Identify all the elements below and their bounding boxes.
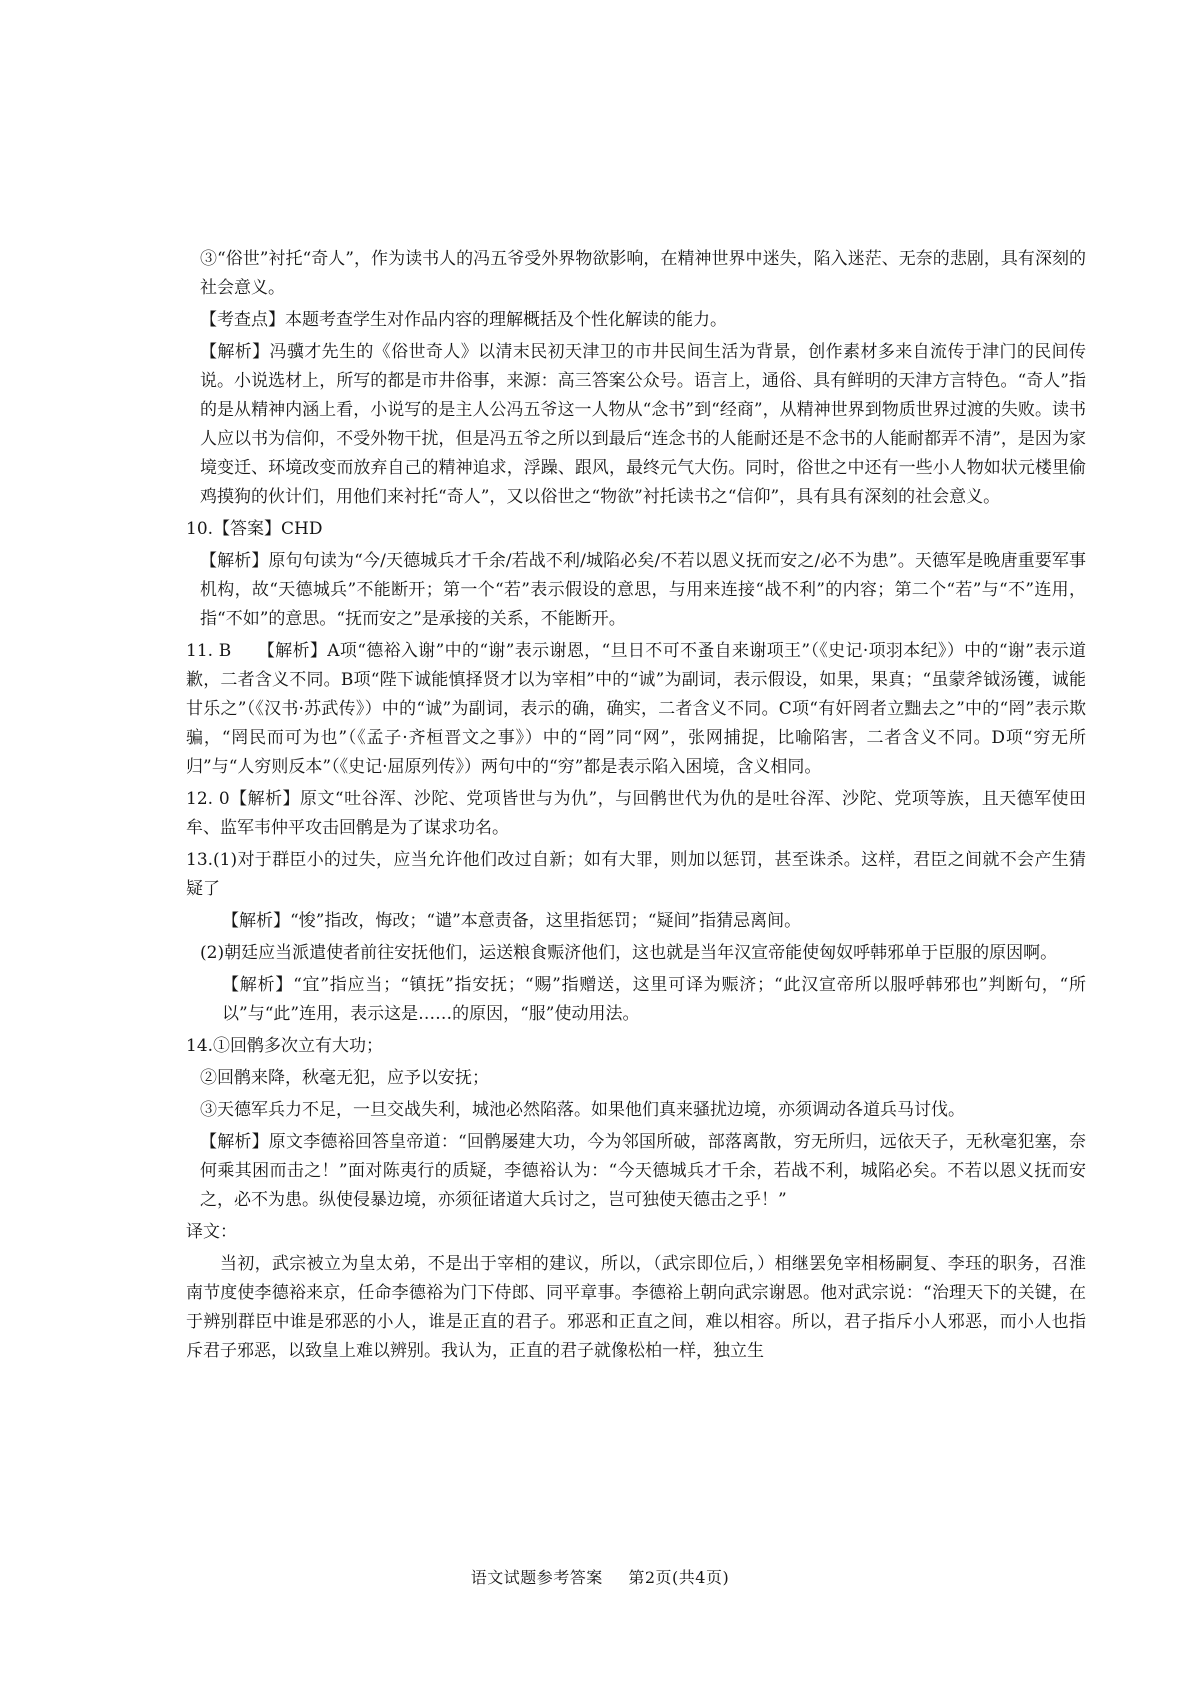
answer-paragraph: 【解析】原文李德裕回答皇帝道：“回鹘屡建大功，今为邻国所破，部落离散，穷无所归，远依天子，无秋毫犯塞，奈何乘其困而击之！”面对陈夷行的质疑，李德裕认为：“今天德城兵才千余，若战不利，城陷必矣。不若以恩义抚而安之，必不为患。纵使侵暴边境，亦须征诸道大兵讨之，岂可独使天德击之乎！” <box>200 1132 1086 1210</box>
answer-paragraph: 【考查点】本题考查学生对作品内容的理解概括及个性化解读的能力。 <box>200 310 727 330</box>
answer-paragraph: 11. B 【解析】A项“德裕入谢”中的“谢”表示谢恩，“旦日不可不蚤自来谢项王”（《史记·项羽本纪》）中的“谢”表示道歉，二者含义不同。B项“陛下诚能慎择贤才以为宰相”中的“诚”为副词，表示假设，如果，果真；“虽蒙斧钺汤镬，诚能甘乐之”（《汉书·苏武传》）中的“诚”为副词，表示的确，确实，二者含义不同。C项“有奸罔者立黜去之”中的“罔”表示欺骗，“罔民而可为也”（《孟子·齐桓晋文之事》）中的“罔”同“网”，张网捕捉，比喻陷害，二者含义不同。D项“穷无所归”与“人穷则反本”（《史记·屈原列传》）两句中的“穷”都是表示陷入困境，含义相同。 <box>186 641 1086 777</box>
answer-paragraph: 【解析】冯骥才先生的《俗世奇人》以清末民初天津卫的市井民间生活为背景，创作素材多来自流传于津门的民间传说。小说选材上，所写的都是市井俗事，来源：高三答案公众号。语言上，通俗、具有鲜明的天津方言特色。“奇人”指的是从精神内涵上看，小说写的是主人公冯五爷这一人物从“念书”到“经商”，从精神世界到物质世界过渡的失败。读书人应以书为信仰，不受外物干扰，但是冯五爷之所以到最后“连念书的人能耐还是不念书的人能耐都弄不清”，是因为家境变迁、环境改变而放弃自己的精神追求，浮躁、跟风，最终元气大伤。同时，俗世之中还有一些小人物如状元楼里偷鸡摸狗的伙计们，用他们来衬托“奇人”，又以俗世之“物欲”衬托读书之“信仰”，具有具有深刻的社会意义。 <box>200 342 1086 507</box>
answer-paragraph: ③天德军兵力不足，一旦交战失利，城池必然陷落。如果他们真来骚扰边境，亦须调动各道兵马讨伐。 <box>200 1100 965 1120</box>
answer-paragraph: 译文： <box>186 1222 237 1242</box>
answer-paragraph: (2)朝廷应当派遣使者前往安抚他们，运送粮食赈济他们，这也就是当年汉宣帝能使匈奴呼韩邪单于臣服的原因啊。 <box>200 943 1058 963</box>
answer-paragraph: 当初，武宗被立为皇太弟，不是出于宰相的建议，所以，（武宗即位后，）相继罢免宰相杨嗣复、李珏的职务，召淮南节度使李德裕来京，任命李德裕为门下侍郎、同平章事。李德裕上朝向武宗谢恩。他对武宗说：“治理天下的关键，在于辨别群臣中谁是邪恶的小人，谁是正直的君子。邪恶和正直之间，难以相容。所以，君子指斥小人邪恶，而小人也指斥君子邪恶，以致皇上难以辨别。我认为，正直的君子就像松柏一样，独立生 <box>186 1254 1086 1361</box>
answer-paragraph: ③“俗世”衬托“奇人”，作为读书人的冯五爷受外界物欲影响，在精神世界中迷失，陷入迷茫、无奈的悲剧，具有深刻的社会意义。 <box>200 249 1086 298</box>
answer-paragraph: 13.(1)对于群臣小的过失，应当允许他们改过自新；如有大罪，则加以惩罚，甚至诛杀。这样，君臣之间就不会产生猜疑了 <box>186 850 1086 899</box>
answer-content <box>186 245 1086 1369</box>
answer-paragraph: 【解析】“宜”指应当；“镇抚”指安抚；“赐”指赠送，这里可译为赈济；“此汉宣帝所以服呼韩邪也”判断句，“所以”与“此”连用，表示这是……的原因，“服”使动用法。 <box>222 975 1086 1024</box>
answer-paragraph: 12. 0【解析】原文“吐谷浑、沙陀、党项皆世与为仇”，与回鹘世代为仇的是吐谷浑、沙陀、党项等族，且天德军使田牟、监军韦仲平攻击回鹘是为了谋求功名。 <box>186 789 1086 838</box>
answer-paragraph: 【解析】原句句读为“今/天德城兵才千余/若战不利/城陷必矣/不若以恩义抚而安之/必不为患”。天德军是晚唐重要军事机构，故“天德城兵”不能断开；第一个“若”表示假设的意思，与用来连接“战不利”的内容；第二个“若”与“不”连用，指“不如”的意思。“抚而安之”是承接的关系，不能断开。 <box>200 551 1086 629</box>
answer-paragraph: 10.【答案】CHD <box>186 519 323 539</box>
footer-page-number: 第2页(共4页) <box>628 1568 730 1587</box>
page-footer <box>0 1565 1200 1588</box>
answer-paragraph: 14.①回鹘多次立有大功； <box>186 1036 384 1056</box>
footer-title: 语文试题参考答案 <box>470 1568 603 1587</box>
answer-paragraph: 【解析】“悛”指改，悔改；“谴”本意责备，这里指惩罚；“疑间”指猜忌离间。 <box>222 911 802 931</box>
answer-paragraph: ②回鹘来降，秋毫无犯，应予以安抚； <box>200 1068 489 1088</box>
